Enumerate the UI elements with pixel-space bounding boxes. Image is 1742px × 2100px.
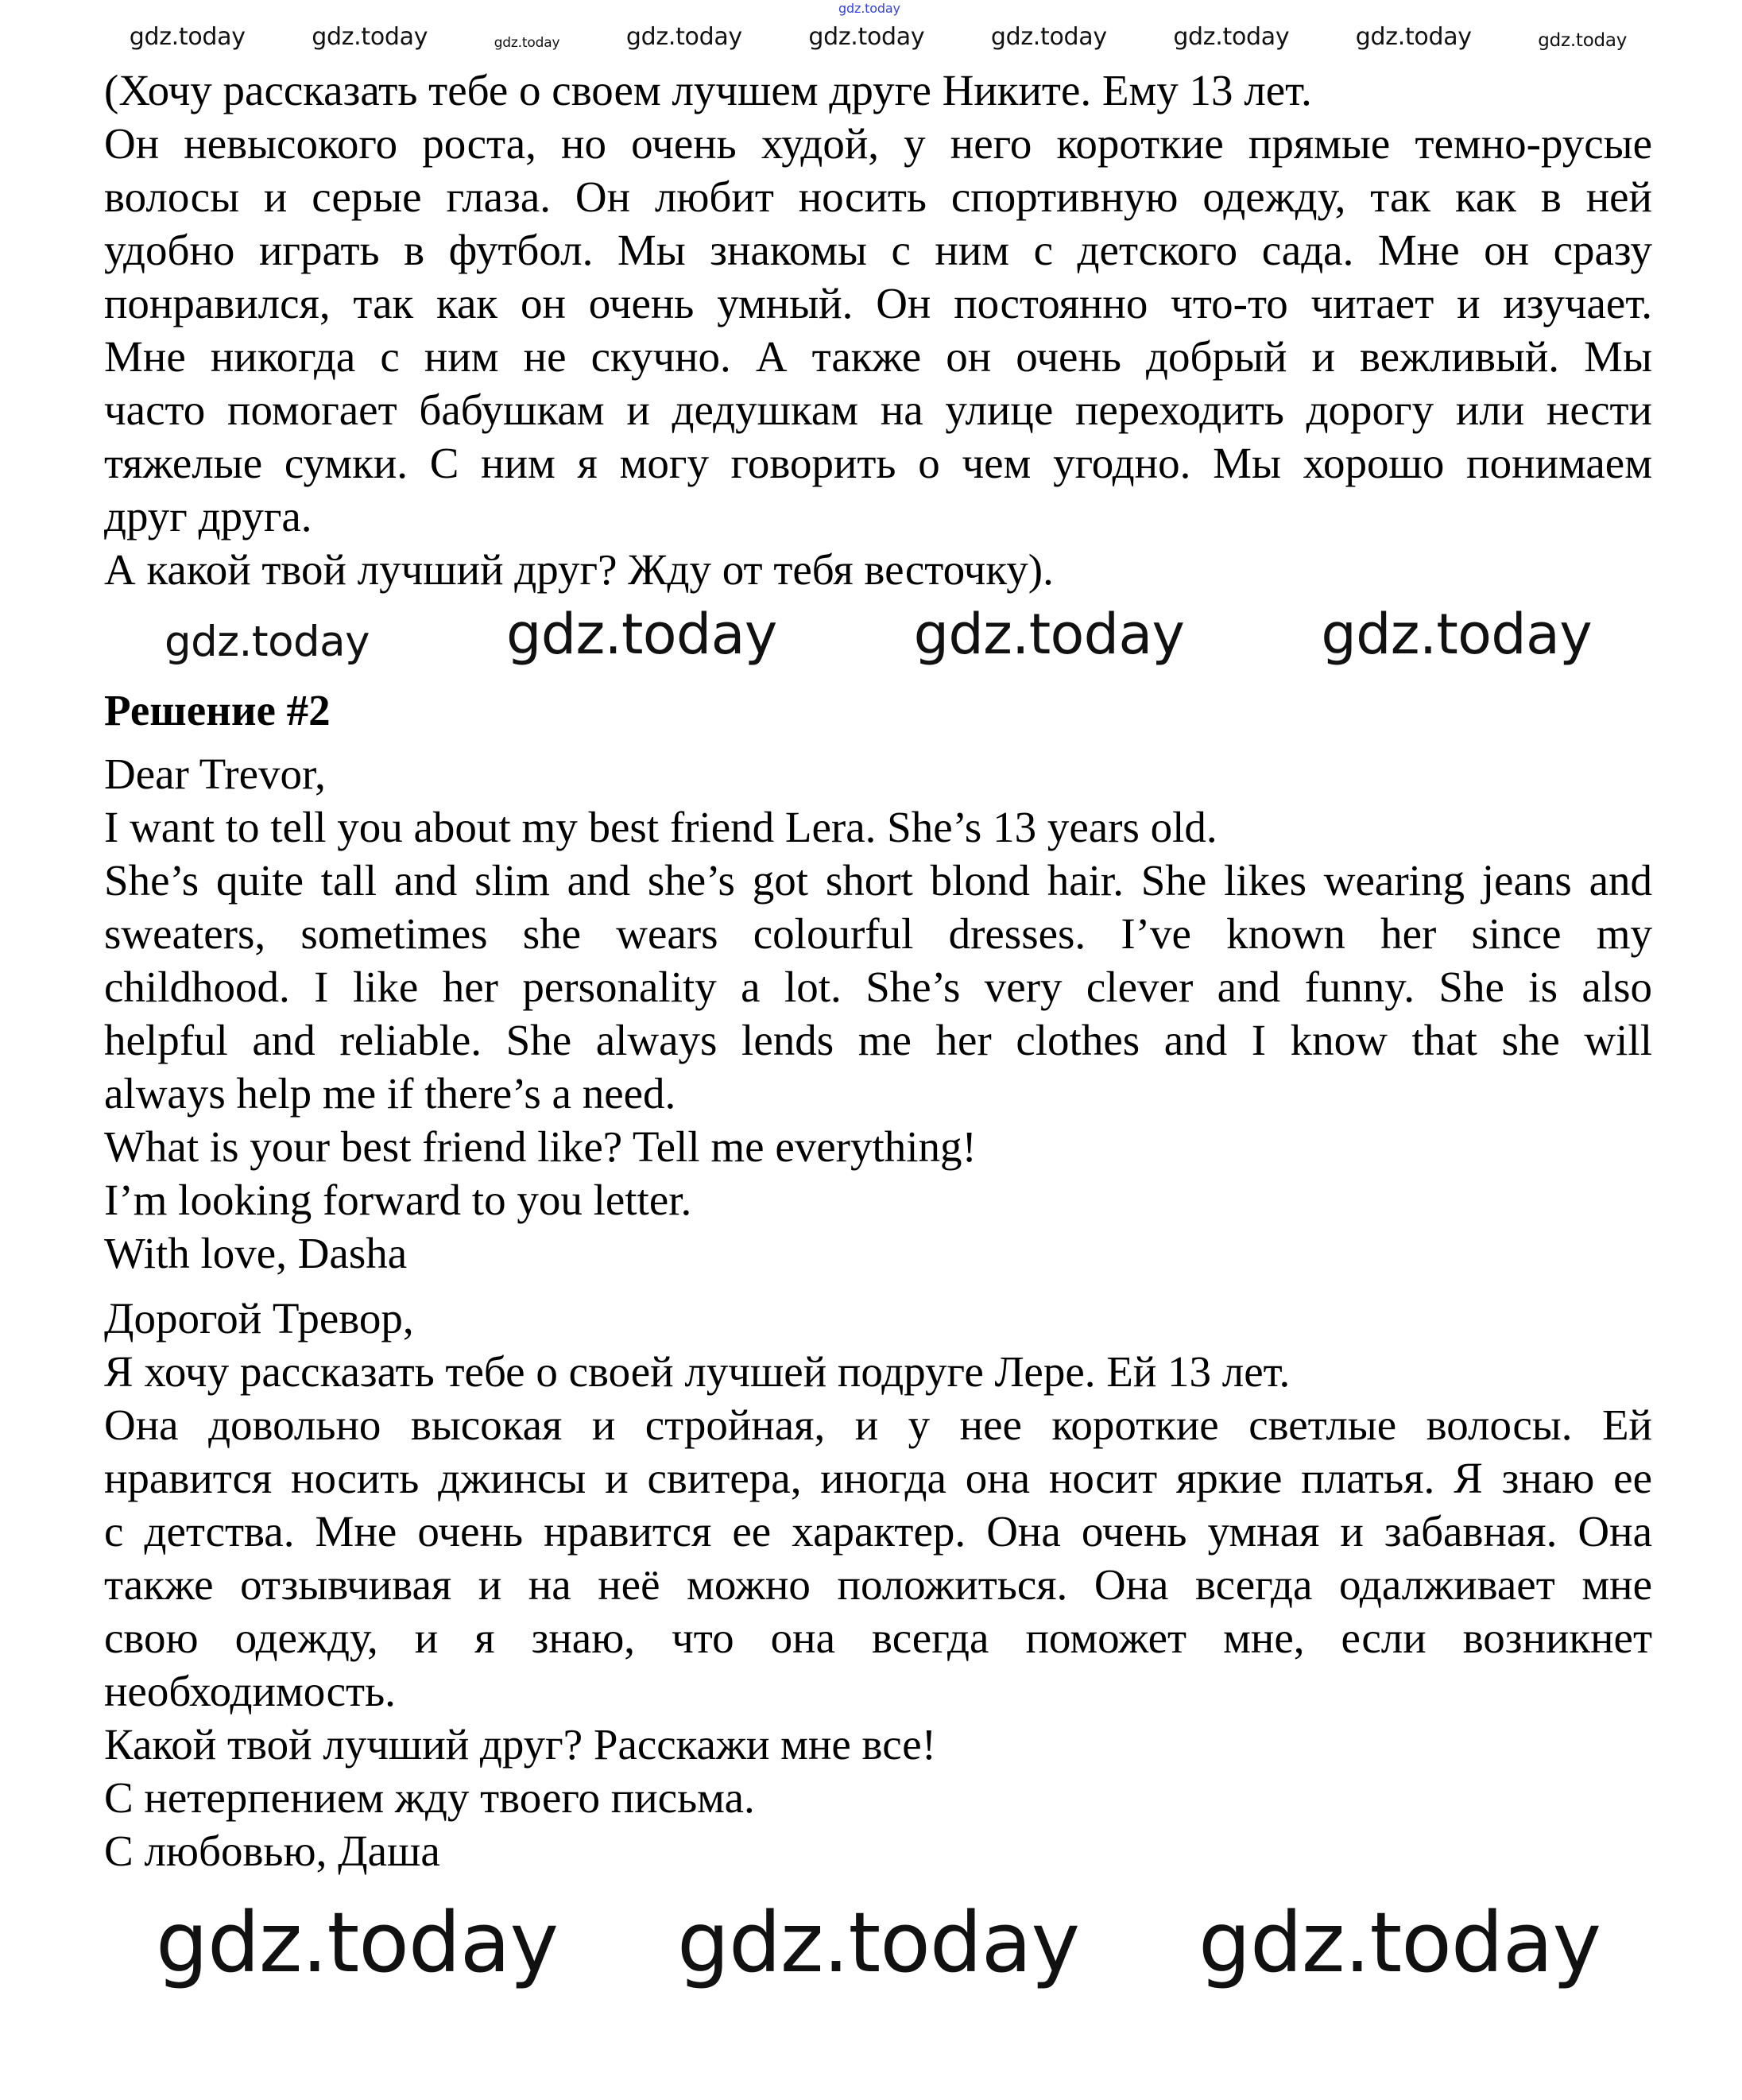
- header-watermark: gdz.today: [838, 1, 900, 16]
- watermark: gdz.today: [506, 602, 777, 667]
- watermark: gdz.today: [1538, 30, 1628, 52]
- watermark: gdz.today: [165, 617, 370, 666]
- watermark: gdz.today: [312, 23, 428, 51]
- watermark: gdz.today: [625, 23, 742, 51]
- watermark: gdz.today: [155, 1894, 559, 1991]
- text-line: друг друга.: [104, 492, 312, 540]
- text-line: Dear Trevor,: [104, 750, 326, 798]
- watermark: gdz.today: [1321, 602, 1592, 667]
- watermark-row-middle: [104, 602, 1652, 667]
- text-line: Какой твой лучший друг? Расскажи мне все!: [104, 1720, 937, 1769]
- text-line: childhood. I like her personality a lot. She’s very clever and funny. She is also: [104, 963, 1652, 1011]
- watermark: gdz.today: [990, 23, 1107, 51]
- text-line: удобно играть в футбол. Мы знакомы с ним с детского сада. Мне он сразу: [104, 226, 1652, 274]
- text-line: с детства. Мне очень нравится ее характер. Она очень умная и забавная. Она: [104, 1507, 1652, 1556]
- watermark: gdz.today: [1173, 23, 1290, 51]
- watermark-row-top: [104, 24, 1652, 52]
- text-line: I’m looking forward to you letter.: [104, 1176, 692, 1224]
- text-line: тяжелые сумки. С ним я могу говорить о чем угодно. Мы хорошо понимаем: [104, 439, 1652, 487]
- watermark: gdz.today: [676, 1894, 1080, 1991]
- text-line: Он невысокого роста, но очень худой, у него короткие прямые темно-русые: [104, 119, 1652, 168]
- text-line: With love, Dasha: [104, 1229, 408, 1277]
- watermark: gdz.today: [808, 23, 925, 51]
- english-letter: [104, 747, 1652, 1280]
- text-line: свою одежду, и я знаю, что она всегда поможет мне, если возникнет: [104, 1614, 1652, 1662]
- solution-heading: Решение #2: [104, 686, 331, 734]
- text-line: нравится носить джинсы и свитера, иногда она носит яркие платья. Я знаю ее: [104, 1454, 1652, 1502]
- watermark: gdz.today: [494, 34, 560, 51]
- text-line: I want to tell you about my best friend Lera. She’s 13 years old.: [104, 803, 1217, 851]
- text-line: также отзывчивая и на неё можно положиться. Она всегда одалживает мне: [104, 1560, 1652, 1609]
- watermark: gdz.today: [1198, 1894, 1601, 1991]
- text-line: (Хочу рассказать тебе о своем лучшем друге Никите. Ему 13 лет.: [104, 66, 1312, 114]
- text-line: always help me if there’s a need.: [104, 1069, 676, 1118]
- russian-letter-2: [104, 1292, 1652, 1877]
- text-line: Я хочу рассказать тебе о своей лучшей подруге Лере. Ей 13 лет.: [104, 1347, 1291, 1396]
- text-line: понравился, так как он очень умный. Он постоянно что-то читает и изучает.: [104, 279, 1652, 327]
- text-line: Она довольно высокая и стройная, и у нее короткие светлые волосы. Ей: [104, 1401, 1652, 1449]
- text-line: С любовью, Даша: [104, 1827, 440, 1875]
- watermark: gdz.today: [913, 602, 1185, 667]
- text-line: часто помогает бабушкам и дедушкам на улице переходить дорогу или нести: [104, 386, 1652, 434]
- text-line: Мне никогда с ним не скучно. А также он очень добрый и вежливый. Мы: [104, 332, 1652, 381]
- text-line: С нетерпением жду твоего письма.: [104, 1773, 755, 1822]
- text-line: sweaters, sometimes she wears colourful dresses. I’ve known her since my: [104, 909, 1652, 958]
- russian-letter-1: [104, 64, 1652, 596]
- watermark-row-bottom: [104, 1896, 1652, 1991]
- text-line: What is your best friend like? Tell me everything!: [104, 1122, 977, 1171]
- text-line: helpful and reliable. She always lends me her clothes and I know that she will: [104, 1016, 1652, 1064]
- text-line: Дорогой Тревор,: [104, 1294, 414, 1343]
- text-line: волосы и серые глаза. Он любит носить спортивную одежду, так как в ней: [104, 172, 1652, 221]
- watermark: gdz.today: [1355, 23, 1472, 51]
- text-line: А какой твой лучший друг? Жду от тебя весточку).: [104, 545, 1054, 594]
- text-line: необходимость.: [104, 1667, 396, 1715]
- watermark: gdz.today: [129, 23, 246, 51]
- text-line: She’s quite tall and slim and she’s got short blond hair. She likes wearing jeans and: [104, 856, 1652, 905]
